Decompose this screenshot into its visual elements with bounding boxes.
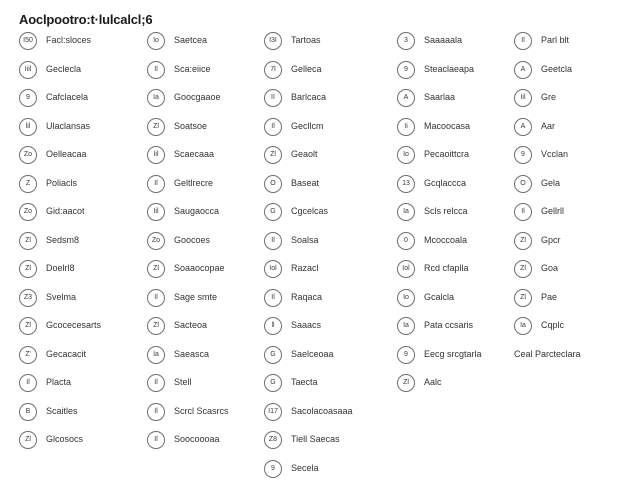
element-symbol: Io: [397, 289, 415, 307]
element-item[interactable]: [147, 173, 265, 195]
element-item[interactable]: [19, 401, 137, 423]
element-name: Gecacacit: [46, 348, 87, 359]
element-item[interactable]: [264, 30, 382, 52]
element-name: Soatsoe: [174, 120, 208, 131]
element-item[interactable]: [264, 173, 382, 195]
element-item[interactable]: [147, 30, 265, 52]
element-name: Pata ccsaris: [424, 320, 474, 330]
element-symbol: 9: [397, 61, 415, 79]
element-name: Gela: [541, 177, 561, 188]
element-item[interactable]: [397, 315, 515, 337]
element-symbol: Il: [147, 289, 165, 307]
element-item[interactable]: [19, 372, 137, 394]
element-symbol: Il: [147, 61, 165, 79]
element-item[interactable]: [514, 116, 632, 138]
element-symbol: Zl: [147, 118, 165, 136]
element-item[interactable]: [147, 401, 265, 423]
element-name: Gellrll: [541, 206, 565, 216]
element-item[interactable]: [264, 258, 382, 280]
element-name: Vcclan: [541, 149, 569, 159]
element-name: Gelleca: [291, 63, 322, 74]
element-item[interactable]: [147, 87, 265, 109]
element-name: Goa: [541, 263, 559, 273]
element-name: Cafclacela: [46, 92, 89, 102]
element-symbol: 9: [514, 146, 532, 164]
element-symbol: Il: [147, 175, 165, 193]
element-item[interactable]: [514, 230, 632, 252]
element-symbol: O: [514, 175, 532, 193]
element-name: Pecaoittcra: [424, 149, 470, 159]
element-item[interactable]: [514, 173, 632, 195]
element-name: Pae: [541, 291, 558, 302]
element-item[interactable]: [147, 372, 265, 394]
element-symbol: 13: [397, 175, 415, 193]
element-symbol: Zl: [19, 260, 37, 278]
element-name: Razacl: [291, 263, 319, 273]
element-name: Sacteoa: [174, 320, 208, 330]
element-symbol: A: [514, 118, 532, 136]
element-symbol: 3: [397, 32, 415, 50]
element-symbol: 7l: [264, 61, 282, 79]
element-item[interactable]: [147, 201, 265, 223]
element-item[interactable]: [19, 87, 137, 109]
element-name: Gre: [541, 92, 557, 102]
element-item[interactable]: [19, 59, 137, 81]
element-name: Soaaocopae: [174, 263, 225, 273]
element-symbol: Il: [147, 374, 165, 392]
element-name: Geclecla: [46, 63, 82, 74]
element-name: Saetcea: [174, 35, 208, 45]
element-item[interactable]: [397, 344, 515, 366]
element-item[interactable]: [19, 315, 137, 337]
element-name: Parl blt: [541, 35, 570, 45]
element-item[interactable]: [264, 372, 382, 394]
element-item[interactable]: [397, 30, 515, 52]
element-name: Gpcr: [541, 234, 561, 245]
element-symbol: G: [264, 203, 282, 221]
element-symbol: 9: [264, 460, 282, 478]
element-item[interactable]: [147, 116, 265, 138]
element-symbol: ll: [264, 317, 282, 335]
element-name: Gecllcm: [291, 120, 324, 131]
element-symbol: Zl: [514, 232, 532, 250]
element-name: Geetcla: [541, 63, 573, 74]
element-item[interactable]: [397, 173, 515, 195]
element-item[interactable]: [147, 344, 265, 366]
element-item[interactable]: [514, 258, 632, 280]
element-item[interactable]: [147, 59, 265, 81]
element-symbol: Zl: [19, 431, 37, 449]
element-item[interactable]: [264, 59, 382, 81]
element-symbol: Ia: [147, 89, 165, 107]
element-symbol: Zl: [147, 260, 165, 278]
element-item[interactable]: [264, 116, 382, 138]
element-name: Soalsa: [291, 234, 319, 245]
element-symbol: Zl: [147, 317, 165, 335]
element-item[interactable]: [264, 401, 382, 423]
element-name: Goocoes: [174, 234, 211, 245]
element-item[interactable]: [397, 230, 515, 252]
element-name: Sacolacoasaaa: [291, 405, 353, 416]
element-symbol: Zl: [19, 232, 37, 250]
element-symbol: Zl: [264, 146, 282, 164]
element-symbol: Ia: [397, 317, 415, 335]
element-item[interactable]: [264, 287, 382, 309]
element-name: Saeasca: [174, 348, 210, 359]
element-name: Sedsm8: [46, 234, 80, 245]
element-item[interactable]: [397, 87, 515, 109]
element-symbol: 9: [19, 89, 37, 107]
element-symbol: Zl: [514, 289, 532, 307]
element-name: Goocgaaoe: [174, 92, 221, 102]
element-symbol: Z: [19, 175, 37, 193]
element-symbol: Iiil: [19, 61, 37, 79]
element-name: Raqaca: [291, 291, 323, 302]
element-name: Baseat: [291, 177, 320, 188]
element-symbol: Io: [397, 146, 415, 164]
element-name: Ceal Parcteclara: [514, 348, 581, 359]
element-item[interactable]: [264, 144, 382, 166]
element-name: Placta: [46, 377, 72, 387]
element-symbol: Z': [19, 346, 37, 364]
element-symbol: Il: [264, 289, 282, 307]
element-item[interactable]: [147, 315, 265, 337]
element-symbol: Zo: [19, 146, 37, 164]
element-name: Cqplc: [541, 320, 565, 330]
element-item[interactable]: [514, 30, 632, 52]
element-item[interactable]: [19, 116, 137, 138]
element-symbol: Zl: [514, 260, 532, 278]
element-name: Ulaclansas: [46, 120, 91, 131]
element-symbol: Il: [264, 232, 282, 250]
element-name: Tiell Saecas: [291, 434, 340, 444]
element-symbol: Iol: [264, 260, 282, 278]
element-name: Sca:eiice: [174, 63, 211, 74]
element-name: Aalc: [424, 377, 442, 387]
element-item[interactable]: [514, 287, 632, 309]
element-item[interactable]: [264, 201, 382, 223]
element-symbol: I17: [264, 403, 282, 421]
element-item[interactable]: [19, 429, 137, 451]
element-item[interactable]: [264, 230, 382, 252]
element-symbol: A: [397, 89, 415, 107]
element-item[interactable]: [19, 230, 137, 252]
element-symbol: Io: [147, 32, 165, 50]
element-symbol: I50: [19, 32, 37, 50]
element-symbol: Ia: [147, 346, 165, 364]
element-name: Tartoas: [291, 35, 321, 45]
element-name: Gid:aacot: [46, 206, 85, 216]
element-name: Saelceoaa: [291, 348, 334, 359]
element-symbol: Il: [147, 431, 165, 449]
element-symbol: Iil: [147, 203, 165, 221]
element-item[interactable]: [19, 258, 137, 280]
element-name: Rcd cfaplla: [424, 263, 469, 273]
element-symbol: I3I: [264, 32, 282, 50]
element-name: Facl:sloces: [46, 35, 92, 45]
element-symbol: 0: [397, 232, 415, 250]
element-symbol: 9: [397, 346, 415, 364]
element-item[interactable]: [264, 344, 382, 366]
element-item[interactable]: [19, 344, 137, 366]
element-name: Steaclaeapa: [424, 63, 475, 74]
element-symbol: Il: [514, 32, 532, 50]
element-item[interactable]: [397, 201, 515, 223]
element-name: Doelrl8: [46, 263, 75, 273]
element-item[interactable]: [147, 429, 265, 451]
element-item[interactable]: [397, 116, 515, 138]
element-item[interactable]: [19, 287, 137, 309]
element-name: Gcqlaccca: [424, 177, 467, 188]
element-symbol: O: [264, 175, 282, 193]
element-symbol: Ii: [397, 118, 415, 136]
element-name: Geaolt: [291, 149, 318, 159]
element-name: Glcosocs: [46, 434, 84, 444]
element-symbol: Il: [514, 203, 532, 221]
element-item[interactable]: [19, 173, 137, 195]
element-name: Sage smte: [174, 291, 218, 302]
element-item[interactable]: [147, 144, 265, 166]
element-item[interactable]: [514, 315, 632, 337]
element-symbol: G: [264, 374, 282, 392]
element-symbol: II: [264, 89, 282, 107]
element-name: Saaaaala: [424, 35, 463, 45]
element-item[interactable]: [19, 144, 137, 166]
element-item[interactable]: [514, 201, 632, 223]
element-name: Macoocasa: [424, 120, 471, 131]
element-item[interactable]: [514, 144, 632, 166]
element-symbol: A: [514, 61, 532, 79]
element-item[interactable]: [514, 59, 632, 81]
element-name: Gcalcla: [424, 291, 455, 302]
element-item[interactable]: [397, 59, 515, 81]
element-symbol: Iol: [397, 260, 415, 278]
element-item[interactable]: [264, 315, 382, 337]
element-item[interactable]: [514, 344, 632, 366]
element-item[interactable]: [264, 87, 382, 109]
element-item[interactable]: [397, 372, 515, 394]
element-name: Saaacs: [291, 320, 322, 330]
element-item[interactable]: [397, 258, 515, 280]
element-symbol: Zo: [147, 232, 165, 250]
element-name: Svelma: [46, 291, 77, 302]
element-item[interactable]: [264, 429, 382, 451]
element-name: Aar: [541, 120, 556, 131]
element-symbol: Il: [147, 403, 165, 421]
element-name: Scaecaaa: [174, 149, 215, 159]
element-name: Gcocecesarts: [46, 320, 102, 330]
element-symbol: lil: [19, 118, 37, 136]
element-item[interactable]: [19, 30, 137, 52]
element-item[interactable]: [19, 201, 137, 223]
element-symbol: B: [19, 403, 37, 421]
element-symbol: Z8: [264, 431, 282, 449]
element-name: Taecta: [291, 377, 318, 387]
element-item[interactable]: [147, 258, 265, 280]
element-name: Scrcl Scasrcs: [174, 405, 229, 416]
element-symbol: Ia: [397, 203, 415, 221]
element-item[interactable]: [264, 458, 382, 480]
element-name: Stell: [174, 377, 192, 387]
element-symbol: Zl: [397, 374, 415, 392]
element-symbol: Ia: [514, 317, 532, 335]
element-item[interactable]: [397, 144, 515, 166]
element-name: Scls relcca: [424, 206, 468, 216]
element-symbol: Zl: [19, 317, 37, 335]
element-name: Oelleacaa: [46, 149, 87, 159]
element-item[interactable]: [147, 230, 265, 252]
element-name: Cgcelcas: [291, 206, 329, 216]
element-symbol: Z3: [19, 289, 37, 307]
element-symbol: Iil: [147, 146, 165, 164]
element-name: Scaitles: [46, 405, 78, 416]
element-symbol: Il: [19, 374, 37, 392]
element-symbol: G: [264, 346, 282, 364]
element-name: Mcoccoala: [424, 234, 468, 245]
element-name: Poliacls: [46, 177, 78, 188]
element-name: Geltlrecre: [174, 177, 214, 188]
element-name: Eecg srcgtarla: [424, 348, 482, 359]
element-item[interactable]: [147, 287, 265, 309]
element-item[interactable]: [514, 87, 632, 109]
element-symbol: Iil: [514, 89, 532, 107]
page-title: Aoclpootro:t·lulcalcl;6: [19, 12, 153, 27]
element-name: Soocoooaa: [174, 434, 220, 444]
element-name: Barlcaca: [291, 92, 327, 102]
element-symbol: Zo: [19, 203, 37, 221]
element-symbol: Il: [264, 118, 282, 136]
element-name: Saugaocca: [174, 206, 220, 216]
element-name: Secela: [291, 462, 319, 473]
element-item[interactable]: [397, 287, 515, 309]
element-name: Saarlaa: [424, 92, 456, 102]
